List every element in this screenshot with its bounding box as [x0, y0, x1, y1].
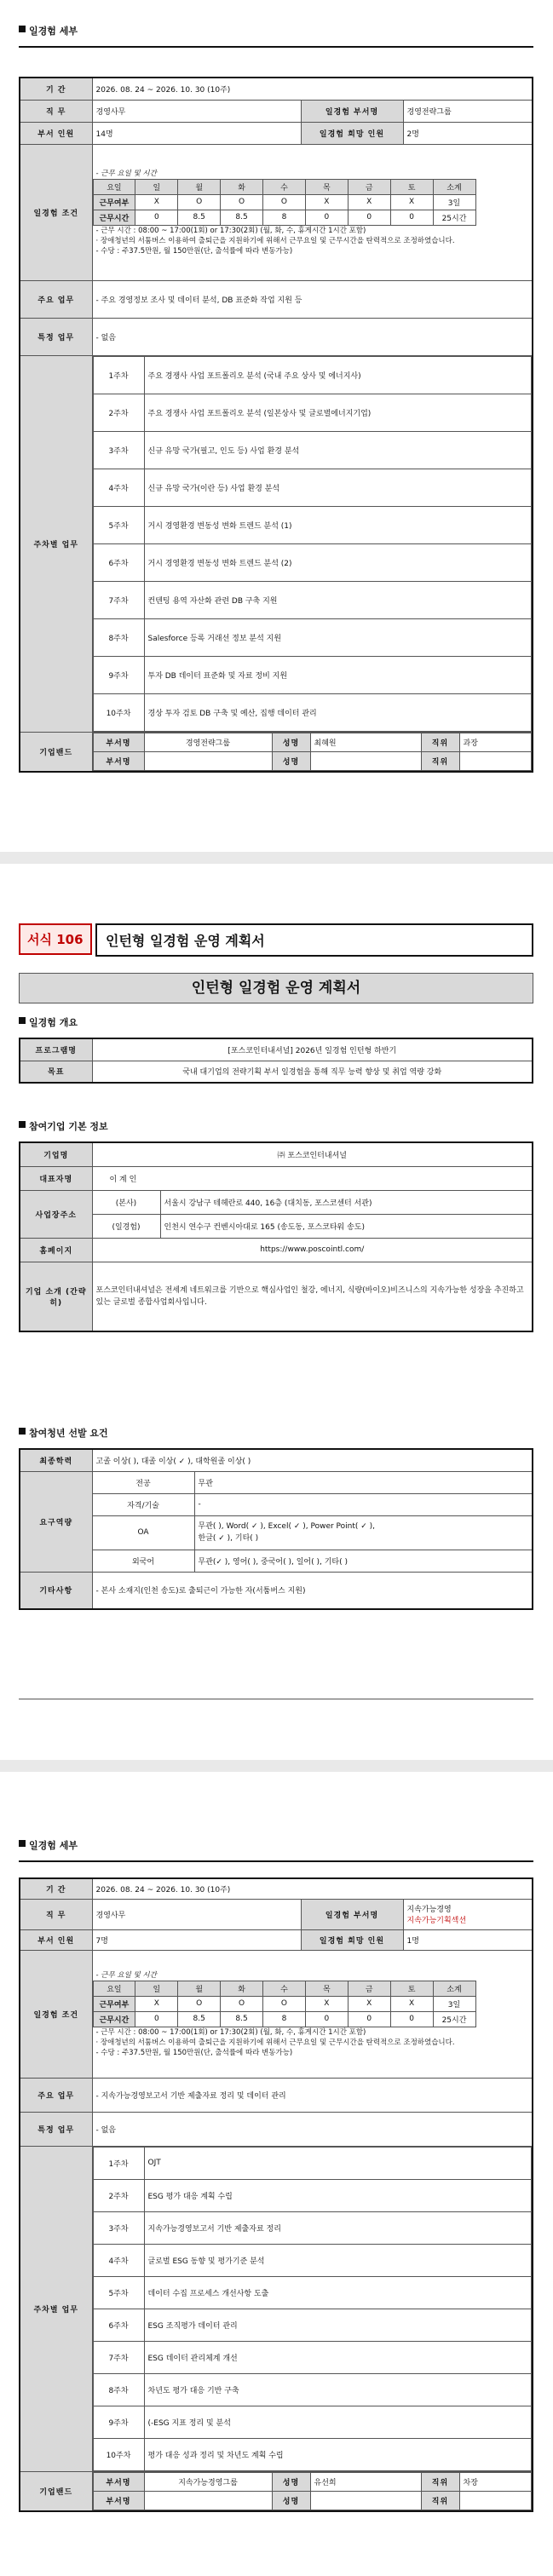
dept-name-value: 경영전략그룹 [403, 100, 533, 122]
sched-cell: O [221, 194, 263, 210]
addr2-tag: (일경험) [92, 1214, 160, 1238]
page-plan [0, 864, 553, 1746]
sched-h: 월 [178, 179, 221, 194]
page-gap [0, 1760, 553, 1772]
sched-h: 목 [305, 1981, 348, 1996]
week-task: ESG 데이터 관리체계 개선 [144, 2341, 532, 2373]
sched-h: 토 [390, 179, 433, 194]
week-label: 3주차 [93, 2211, 144, 2244]
band-position-value: 과장 [459, 733, 532, 751]
band-name-empty [310, 2491, 421, 2510]
week-label: 6주차 [93, 543, 144, 581]
divider [19, 46, 533, 48]
detail-table-1 [19, 77, 533, 773]
sched-cell: 8.5 [221, 210, 263, 225]
week-row [93, 2373, 532, 2406]
week-label: 4주차 [93, 469, 144, 506]
label-company-band: 기업밴드 [20, 732, 92, 772]
sched-cell: X [135, 1996, 178, 2011]
label-dept-count: 부서 인원 [20, 122, 92, 144]
week-label: 10주차 [93, 2438, 144, 2470]
section-heading: 일경험 세부 [0, 1838, 78, 1852]
etc-label: 기타사항 [20, 1572, 92, 1609]
week-label: 8주차 [93, 2373, 144, 2406]
week-label: 5주차 [93, 506, 144, 543]
period-value: 2026. 08. 24 ~ 2026. 10. 30 (10주) [92, 1878, 533, 1899]
label-condition: 일경험 조건 [20, 144, 92, 280]
main-work-value: - 주요 경영정보 조사 및 데이터 분석, DB 표준화 작업 지원 등 [92, 280, 533, 318]
sched-cell: 8.5 [178, 210, 221, 225]
form-tag: 서식 106 [19, 923, 92, 955]
sched-cell: O [263, 194, 306, 210]
oa-value: 무관( ), Word( ✓ ), Excel( ✓ ), Power Point( ✓ ), [198, 1522, 376, 1531]
cert-label: 자격/기술 [92, 1493, 194, 1515]
week-task: ESG 조직평가 데이터 관리 [144, 2309, 532, 2341]
ceo-value: 이 계 인 [92, 1166, 533, 1190]
web-label: 홈페이지 [20, 1238, 92, 1262]
duty-value: 경영사무 [92, 1899, 301, 1929]
sched-h: 월 [178, 1981, 221, 1996]
band-dept-label: 부서명 [93, 751, 144, 770]
band-position-label: 직위 [421, 751, 459, 770]
dept-count-value: 14명 [92, 122, 301, 144]
schedule-note: · 장애청년의 서툼버스 이용하여 출퇴근을 지원하기에 위해서 근무요일 및 근무시간을 탄력적으로 조정하였습니다. [95, 2038, 455, 2047]
sched-h: 일 [135, 1981, 178, 1996]
label-duty: 직 무 [20, 1899, 92, 1929]
weekly-table [93, 356, 533, 732]
major-label: 전공 [92, 1471, 194, 1493]
week-row [93, 2341, 532, 2373]
sched-cell: X [305, 194, 348, 210]
cert-value: - [194, 1493, 533, 1515]
label-hope-count: 일경험 희망 인원 [301, 1929, 403, 1950]
edu-value: 고졸 이상( ), 대졸 이상( ✓ ), 대학원졸 이상( ) [92, 1449, 533, 1471]
sched-h: 소계 [433, 1981, 475, 1996]
band-position-value: 차장 [459, 2472, 532, 2491]
week-row [93, 356, 532, 394]
sched-cell: 8 [263, 2011, 306, 2027]
week-row [93, 2147, 532, 2179]
label-condition: 일경험 조건 [20, 1950, 92, 2078]
band-dept-empty [144, 751, 272, 770]
schedule-caption: - 근무 요일 및 시간 [95, 169, 157, 178]
schedule-caption: - 근무 요일 및 시간 [95, 1970, 157, 1980]
sched-h: 요일 [93, 1981, 135, 1996]
company-name-label: 기업명 [20, 1142, 92, 1166]
week-row [93, 431, 532, 469]
program-label: 프로그램명 [20, 1038, 92, 1061]
band-dept-value: 경영전략그룹 [144, 733, 272, 751]
sched-cell: X [390, 194, 433, 210]
band-name-value: 유선희 [310, 2472, 421, 2491]
sched-cell: 3일 [433, 194, 475, 210]
week-task: 경상 투자 검토 DB 구축 및 예산, 집행 데이터 관리 [144, 693, 532, 731]
sched-h: 금 [348, 1981, 390, 1996]
section-heading: 참여청년 선발 요건 [0, 1426, 108, 1440]
label-main-work: 주요 업무 [20, 280, 92, 318]
band-position-label: 직위 [421, 2472, 459, 2491]
week-row [93, 656, 532, 693]
week-task: 거시 경영환경 변동성 변화 트렌드 분석 (1) [144, 506, 532, 543]
week-task: (-ESG 지표 정리 및 분석 [144, 2406, 532, 2438]
week-label: 1주차 [93, 356, 144, 394]
label-dept-name: 일경험 부서명 [301, 100, 403, 122]
ability-label: 요구역량 [20, 1471, 92, 1572]
week-row [93, 543, 532, 581]
label-weekly: 주차별 업무 [20, 355, 92, 732]
sched-cell: 8.5 [221, 2011, 263, 2027]
sched-h: 수 [263, 1981, 306, 1996]
oa-label: OA [92, 1515, 194, 1550]
web-link[interactable]: https://www.poscointl.com/ [92, 1238, 533, 1262]
week-row [93, 2276, 532, 2309]
sched-cell: 0 [135, 210, 178, 225]
goal-value: 국내 대기업의 전략기획 부서 일경험을 통해 직무 능력 향상 및 취업 역량 강화 [92, 1061, 533, 1083]
week-label: 9주차 [93, 656, 144, 693]
weekly-table [93, 2147, 533, 2471]
week-task: 신규 유망 국가(필고, 인도 등) 사업 환경 분석 [144, 431, 532, 469]
detail-table-2 [19, 1877, 533, 2512]
band-position-empty [459, 2491, 532, 2510]
edu-label: 최종학력 [20, 1449, 92, 1471]
etc-value: - 본사 소재지(인천 송도)로 출퇴근이 가능한 자(서툼버스 지원) [92, 1572, 533, 1609]
week-row [93, 693, 532, 731]
band-position-empty [459, 751, 532, 770]
page-first-detail [0, 0, 553, 843]
label-special-work: 특정 업무 [20, 318, 92, 355]
lang-label: 외국어 [92, 1550, 194, 1572]
section-heading: 일경험 개요 [0, 1015, 78, 1029]
sched-cell: 25시간 [433, 2011, 475, 2027]
sched-h: 목 [305, 179, 348, 194]
week-task: 지속가능경영보고서 기반 제출자료 정리 [144, 2211, 532, 2244]
week-label: 3주차 [93, 431, 144, 469]
week-label: 5주차 [93, 2276, 144, 2309]
week-row [93, 469, 532, 506]
week-task: 주요 경쟁사 사업 포트폴리오 분석 (국내 주요 상사 및 에너지사) [144, 356, 532, 394]
section-heading: 일경험 세부 [0, 24, 78, 37]
schedule-note: · 장애청년의 서툼버스 이용하여 출퇴근을 지원하기에 위해서 근무요일 및 근무시간을 탄력적으로 조정하였습니다. [95, 236, 455, 245]
period-value: 2026. 08. 24 ~ 2026. 10. 30 (10주) [92, 78, 533, 100]
requirements-table [19, 1448, 533, 1610]
week-label: 9주차 [93, 2406, 144, 2438]
sched-cell: 25시간 [433, 210, 475, 225]
sched-cell: 0 [305, 2011, 348, 2027]
week-task: 데이터 수집 프로세스 개선사항 도출 [144, 2276, 532, 2309]
schedule-note: - 수당 : 주37.5만원, 월 150만원(단, 출석률에 따라 변동가능) [95, 246, 293, 256]
program-value: [포스코인터내셔널] 2026년 일경험 인턴형 하반기 [92, 1038, 533, 1061]
week-row [93, 506, 532, 543]
band-name-label: 성명 [272, 2491, 310, 2510]
sched-cell: 0 [348, 2011, 390, 2027]
week-label: 10주차 [93, 693, 144, 731]
label-dept-name: 일경험 부서명 [301, 1899, 403, 1929]
band-name-label: 성명 [272, 751, 310, 770]
band-name-value: 최혜원 [310, 733, 421, 751]
band-dept-label: 부서명 [93, 2491, 144, 2510]
week-task: 글로벌 ESG 동향 및 평가기준 분석 [144, 2244, 532, 2276]
band-position-label: 직위 [421, 733, 459, 751]
company-name-value: ㈜ 포스코인터내셔널 [92, 1142, 533, 1166]
week-task: 컨텐팅 용역 자산화 관련 DB 구축 지원 [144, 581, 532, 618]
sched-cell: 0 [348, 210, 390, 225]
week-label: 8주차 [93, 618, 144, 656]
dept-name-value-highlight: 지속가능기획섹션 [406, 1917, 467, 1925]
label-hope-count: 일경험 희망 인원 [301, 122, 403, 144]
label-period: 기 간 [20, 78, 92, 100]
sched-cell: O [178, 194, 221, 210]
sched-cell: 8 [263, 210, 306, 225]
week-label: 7주차 [93, 2341, 144, 2373]
sched-cell: 0 [390, 210, 433, 225]
ceo-label: 대표자명 [20, 1166, 92, 1190]
page-second-detail [0, 1772, 553, 2576]
intro-value: 포스코인터내셔널은 전세계 네트워크를 기반으로 핵심사업인 철강, 에너지, 식량(바이오)비즈니스의 지속가능한 성장을 추진하고 있는 글로벌 종합사업회사입니다. [92, 1262, 533, 1331]
addr1-tag: (본사) [92, 1190, 160, 1214]
week-label: 1주차 [93, 2147, 144, 2179]
sched-cell: O [263, 1996, 306, 2011]
oa-value: 한글( ✓ ), 기타( ) [198, 1534, 259, 1543]
special-work-value: - 없음 [92, 318, 533, 355]
week-task: 투자 DB 데이터 표준화 및 자료 정비 지원 [144, 656, 532, 693]
band-dept-label: 부서명 [93, 2472, 144, 2491]
dept-count-value: 7명 [92, 1929, 301, 1950]
week-row [93, 2244, 532, 2276]
addr2-value: 인천시 연수구 컨벤시아대로 165 (송도동, 포스코타워 송도) [160, 1214, 533, 1238]
week-task: OJT [144, 2147, 532, 2179]
sched-cell: X [348, 1996, 390, 2011]
band-name-label: 성명 [272, 2472, 310, 2491]
main-work-value: - 지속가능경영보고서 기반 제출자료 정리 및 데이터 관리 [92, 2078, 533, 2112]
band-dept-value: 지속가능경영그룹 [144, 2472, 272, 2491]
divider [19, 1860, 533, 1862]
schedule-table [93, 179, 476, 226]
sched-h: 화 [221, 179, 263, 194]
sched-row-label: 근무시간 [93, 210, 135, 225]
addr-label: 사업장주소 [20, 1190, 92, 1238]
sched-h: 일 [135, 179, 178, 194]
week-task: 주요 경쟁사 사업 포트폴리오 분석 (일본상사 및 글로벌에너지기업) [144, 394, 532, 431]
sched-h: 화 [221, 1981, 263, 1996]
label-company-band: 기업밴드 [20, 2471, 92, 2511]
band-name-label: 성명 [272, 733, 310, 751]
week-label: 6주차 [93, 2309, 144, 2341]
week-task: 신규 유망 국가(이란 등) 사업 환경 분석 [144, 469, 532, 506]
schedule-note: - 수당 : 주37.5만원, 월 150만원(단, 출석률에 따라 변동가능) [95, 2048, 293, 2057]
week-label: 7주차 [93, 581, 144, 618]
label-weekly: 주차별 업무 [20, 2146, 92, 2471]
sched-cell: O [178, 1996, 221, 2011]
goal-label: 목표 [20, 1061, 92, 1083]
week-row [93, 2179, 532, 2211]
week-task: 평가 대응 성과 정리 및 차년도 계획 수립 [144, 2438, 532, 2470]
sched-cell: X [135, 194, 178, 210]
sched-cell: X [390, 1996, 433, 2011]
week-row [93, 618, 532, 656]
week-row [93, 581, 532, 618]
duty-value: 경영사무 [92, 100, 301, 122]
band-table [93, 2472, 533, 2510]
label-period: 기 간 [20, 1878, 92, 1899]
week-label: 2주차 [93, 2179, 144, 2211]
band-dept-label: 부서명 [93, 733, 144, 751]
hope-count-value: 1명 [403, 1929, 533, 1950]
sched-cell: X [305, 1996, 348, 2011]
label-main-work: 주요 업무 [20, 2078, 92, 2112]
schedule-table [93, 1981, 476, 2027]
dept-name-value: 지속가능경영 [406, 1906, 452, 1914]
section-heading: 참여기업 기본 정보 [0, 1119, 108, 1133]
sched-row-label: 근무여부 [93, 1996, 135, 2011]
form-title: 인턴형 일경험 운영 계획서 [95, 923, 533, 957]
special-work-value: - 없음 [92, 2112, 533, 2146]
sched-row-label: 근무여부 [93, 194, 135, 210]
week-row [93, 394, 532, 431]
band-table [93, 733, 533, 771]
sched-cell: 3일 [433, 1996, 475, 2011]
week-label: 4주차 [93, 2244, 144, 2276]
schedule-note: - 근무 시간 : 08:00 ~ 17:00(1회) or 17:30(2회) (월, 화, 수, 휴게시간 1시간 포함) [95, 2027, 366, 2037]
sched-h: 토 [390, 1981, 433, 1996]
sched-cell: 8.5 [178, 2011, 221, 2027]
company-table [19, 1141, 533, 1332]
sched-h: 수 [263, 179, 306, 194]
addr1-value: 서울시 강남구 테헤란로 440, 16층 (대치동, 포스코센터 서관) [160, 1190, 533, 1214]
week-task: ESG 평가 대응 계획 수립 [144, 2179, 532, 2211]
sched-row-label: 근무시간 [93, 2011, 135, 2027]
sched-h: 요일 [93, 179, 135, 194]
sched-cell: 0 [390, 2011, 433, 2027]
week-task: 차년도 평가 대응 기반 구축 [144, 2373, 532, 2406]
week-task: Salesforce 등록 거래선 정보 분석 지원 [144, 618, 532, 656]
week-row [93, 2438, 532, 2470]
major-value: 무관 [194, 1471, 533, 1493]
band-dept-empty [144, 2491, 272, 2510]
week-row [93, 2211, 532, 2244]
sched-h: 소계 [433, 179, 475, 194]
overview-table [19, 1038, 533, 1084]
sched-cell: O [221, 1996, 263, 2011]
week-row [93, 2309, 532, 2341]
week-task: 거시 경영환경 변동성 변화 트렌드 분석 (2) [144, 543, 532, 581]
page-gap [0, 852, 553, 864]
schedule-note: - 근무 시간 : 08:00 ~ 17:00(1회) or 17:30(2회) (월, 화, 수, 휴게시간 1시간 포함) [95, 226, 366, 235]
band-position-label: 직위 [421, 2491, 459, 2510]
week-row [93, 2406, 532, 2438]
label-duty: 직 무 [20, 100, 92, 122]
sched-cell: 0 [135, 2011, 178, 2027]
band-name-empty [310, 751, 421, 770]
sched-cell: 0 [305, 210, 348, 225]
sched-cell: X [348, 194, 390, 210]
label-dept-count: 부서 인원 [20, 1929, 92, 1950]
sched-h: 금 [348, 179, 390, 194]
lang-value: 무관(✓ ), 영어( ), 중국어( ), 일어( ), 기타( ) [194, 1550, 533, 1572]
label-special-work: 특정 업무 [20, 2112, 92, 2146]
week-label: 2주차 [93, 394, 144, 431]
big-title: 인턴형 일경험 운영 계획서 [19, 973, 533, 1003]
hope-count-value: 2명 [403, 122, 533, 144]
intro-label: 기업 소개 (간략히) [20, 1262, 92, 1331]
